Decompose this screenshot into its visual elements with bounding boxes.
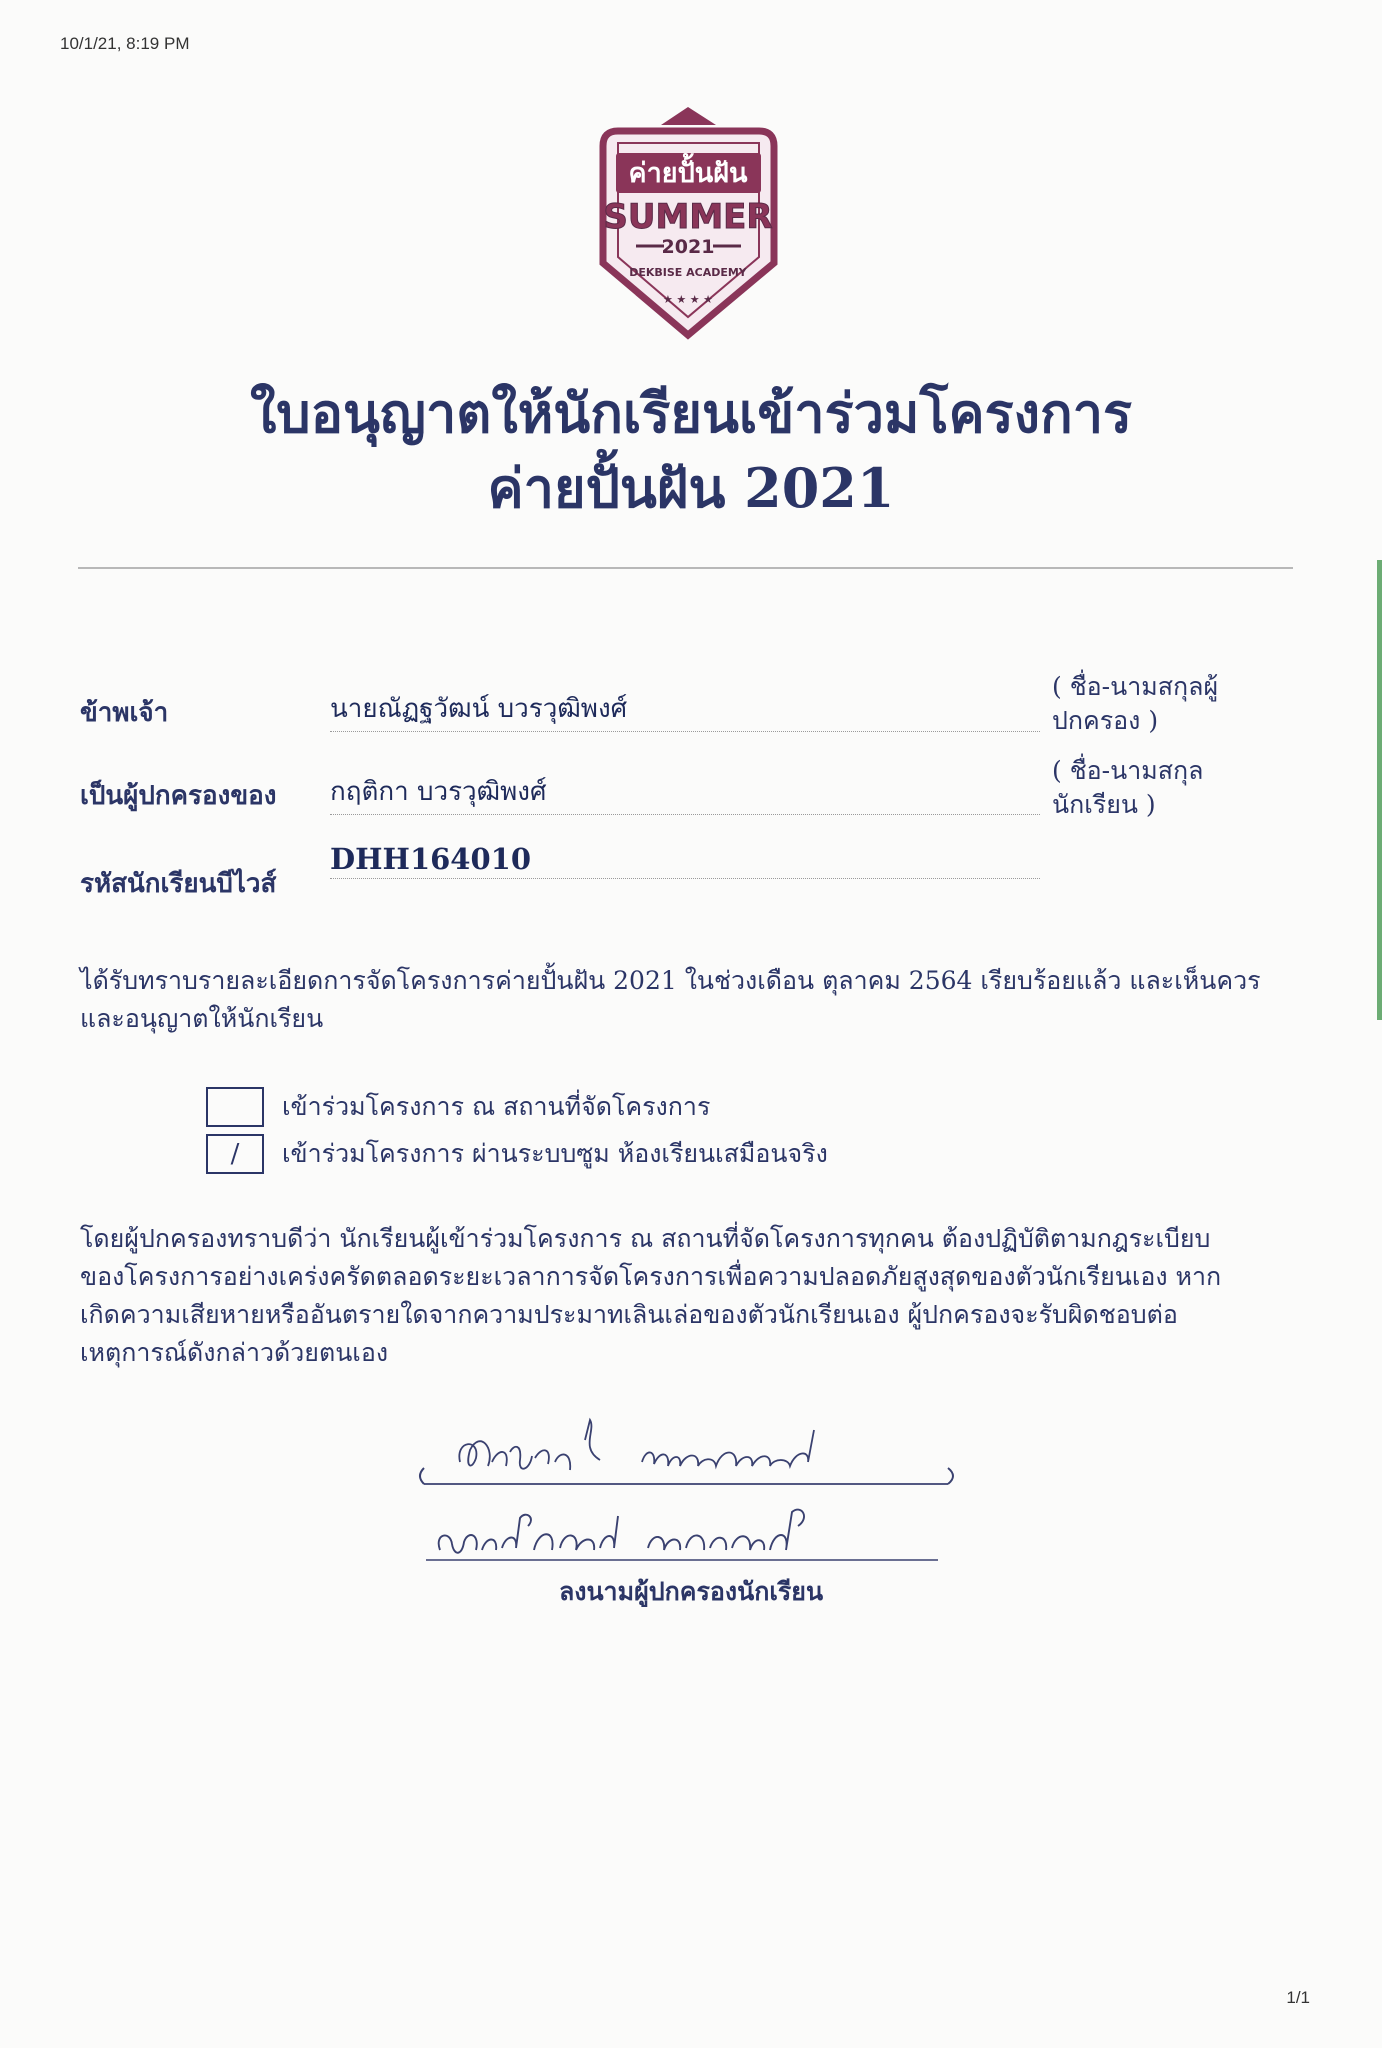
option-zoom-label: เข้าร่วมโครงการ ผ่านระบบซูม ห้องเรียนเสมือนจริง <box>282 1139 828 1168</box>
student-id-label: รหัสนักเรียนบีไวส์ <box>80 869 277 899</box>
terms-line4: เหตุการณ์ดังกล่าวด้วยตนเอง <box>80 1338 389 1367</box>
guardian-name-field: นายณัฏฐวัฒน์ บวรวุฒิพงศ์ <box>330 688 1040 732</box>
guardian-hint-line1: ( ชื่อ-นามสกุลผู้ <box>1052 672 1219 701</box>
terms-line1: โดยผู้ปกครองทราบดีว่า นักเรียนผู้เข้าร่วมโครงการ ณ สถานที่จัดโครงการทุกคน ต้องปฏิบัติตามกฎระเบียบ <box>80 1224 1211 1253</box>
logo-line1: ค่ายปั้นฝัน <box>628 158 748 189</box>
logo-line2: SUMMER <box>603 197 773 237</box>
guardian-label: ข้าพเจ้า <box>80 698 169 728</box>
camp-logo <box>596 105 781 340</box>
terms-line2: ของโครงการอย่างเคร่งครัดตลอดระยะเวลาการจัดโครงการเพื่อความปลอดภัยสูงสุดของตัวนักเรียนเอง หาก <box>80 1262 1222 1291</box>
logo-year: 2021 <box>661 236 715 258</box>
terms-line3: เกิดความเสียหายหรืออันตรายใดจากความประมาทเลินเล่อของตัวนักเรียนเอง ผู้ปกครองจะรับผิดชอบต่อ <box>80 1300 1178 1329</box>
option-onsite-label: เข้าร่วมโครงการ ณ สถานที่จัดโครงการ <box>282 1092 711 1121</box>
guardian-hint <box>1052 670 1262 738</box>
logo-stars: ★ ★ ★ ★ <box>663 293 713 306</box>
student-label: เป็นผู้ปกครองของ <box>80 781 277 811</box>
scan-edge-stripe <box>1377 560 1382 1020</box>
option-onsite-checkbox <box>206 1087 264 1127</box>
terms-text <box>80 1220 1310 1372</box>
page-number: 1/1 <box>1286 1988 1310 2007</box>
acknowledgement-line1: ได้รับทราบรายละเอียดการจัดโครงการค่ายปั้นฝัน 2021 ในช่วงเดือน ตุลาคม 2564 เรียบร้อยแล้ว และเห็นควร <box>80 966 1261 995</box>
document-title-line1: ใบอนุญาตให้นักเรียนเข้าร่วมโครงการ <box>249 381 1133 445</box>
document-title-line2: ค่ายปั้นฝัน 2021 <box>487 456 895 520</box>
student-hint-line2: นักเรียน ) <box>1052 790 1156 819</box>
student-id-field: DHH164010 <box>330 842 1040 879</box>
logo-subtitle: DEKBISE ACADEMY <box>629 266 747 279</box>
acknowledgement-line2: และอนุญาตให้นักเรียน <box>80 1004 324 1033</box>
logo-roof <box>661 107 716 125</box>
student-hint <box>1052 754 1262 822</box>
student-name-field: กฤติกา บวรวุฒิพงศ์ <box>330 771 1040 815</box>
option-onsite <box>206 1085 710 1129</box>
header-divider <box>78 567 1293 569</box>
option-zoom-checkbox: / <box>206 1134 264 1174</box>
student-hint-line1: ( ชื่อ-นามสกุล <box>1052 756 1204 785</box>
signature-caption: ลงนามผู้ปกครองนักเรียน <box>558 1577 824 1606</box>
print-timestamp: 10/1/21, 8:19 PM <box>60 34 190 53</box>
guardian-hint-line2: ปกครอง ) <box>1052 706 1159 735</box>
option-zoom <box>206 1132 828 1176</box>
acknowledgement-text <box>80 962 1310 1038</box>
